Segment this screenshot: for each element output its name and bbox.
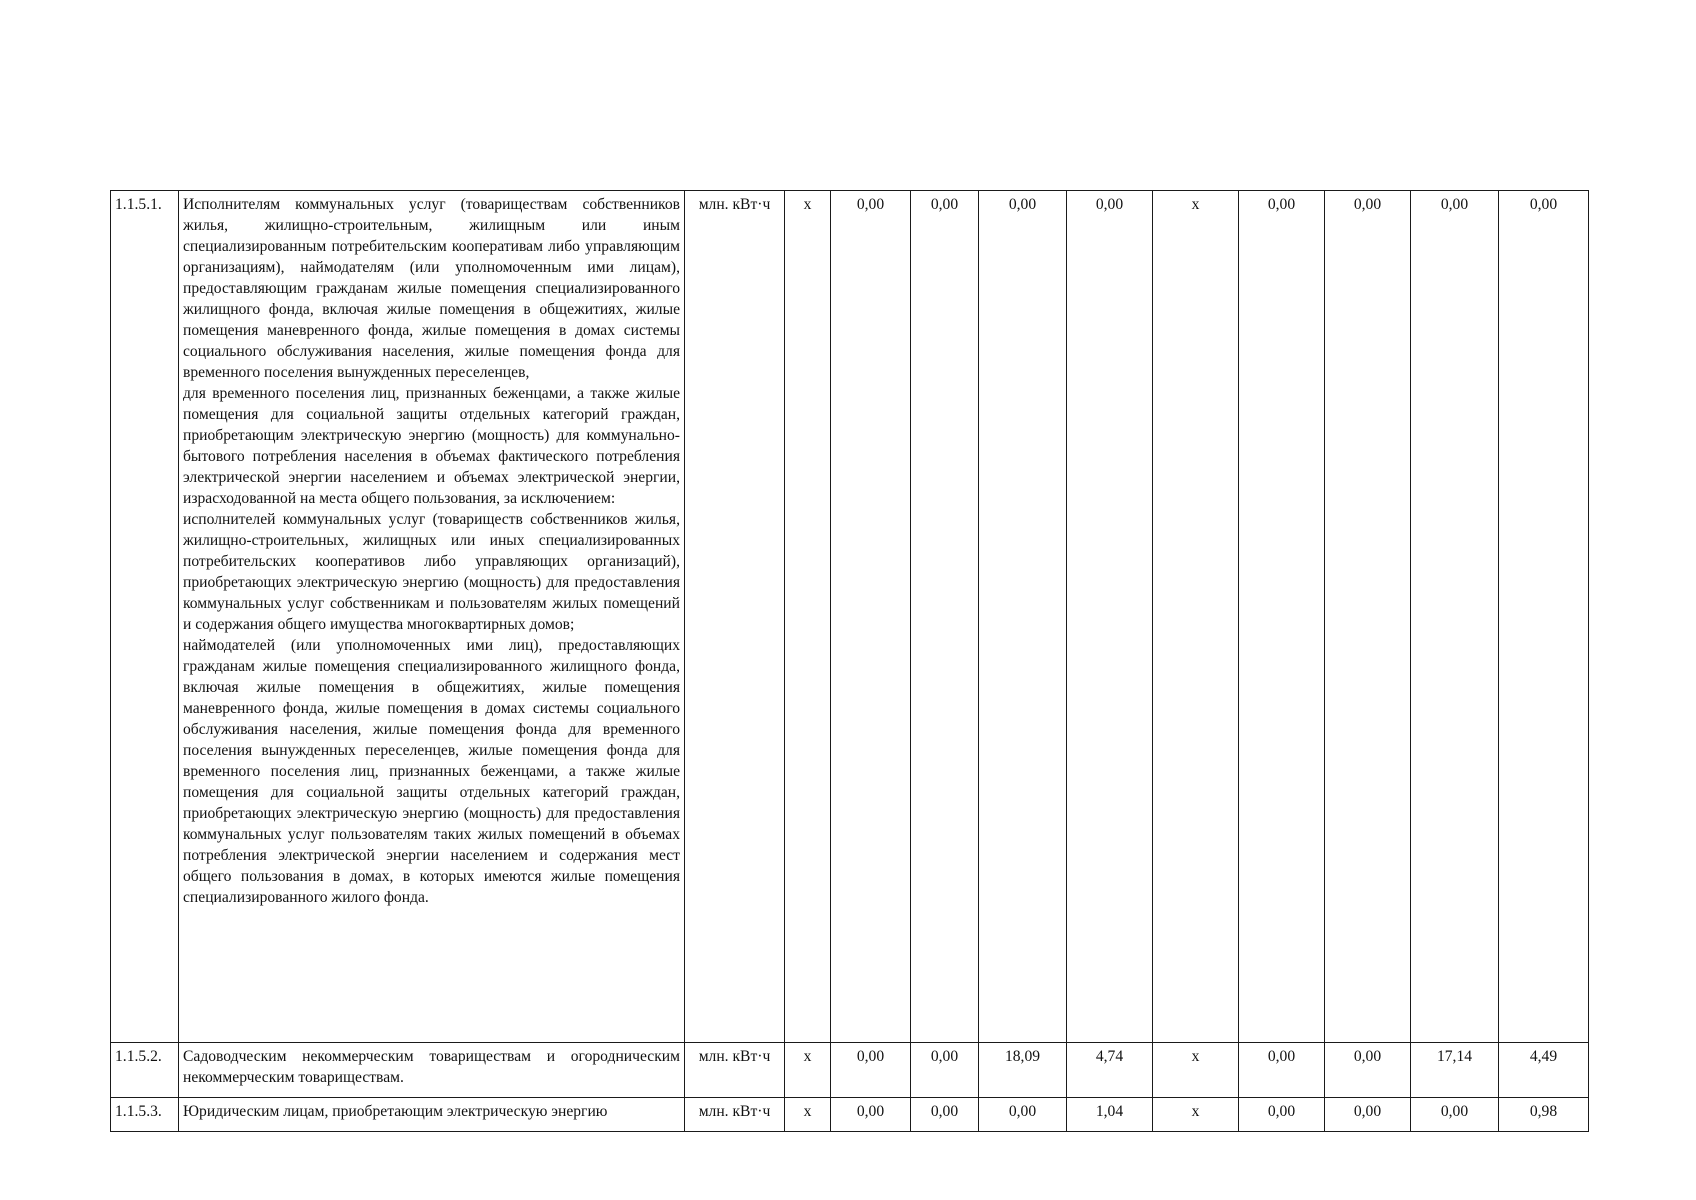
table-row [111,1043,1589,1098]
unit-cell: млн. кВт·ч [685,1098,785,1132]
value-cell: 0,00 [1239,191,1325,1043]
value-cell: 0,00 [1325,1098,1411,1132]
value-cell: 0,00 [979,191,1067,1043]
value-cell: x [785,1043,831,1098]
description-paragraph: для временного поселения лиц, признанных беженцами, а также жилые помещения для социальной защиты отдельных категорий граждан, приобретающим электрическую энергию (мощность) для коммунально-бытового потребления населения в объемах фактического потребления электрической энергии населением и объемах электрической энергии, израсходованной на места общего пользования, за исключением: [183,385,680,507]
value-cell: 0,00 [1411,1098,1499,1132]
row-description [179,191,685,1043]
value-cell: 0,00 [1239,1098,1325,1132]
value-cell: x [1153,1043,1239,1098]
description-paragraph: Исполнителям коммунальных услуг (товариществам собственников жилья, жилищно-строительным, жилищным или иным специализированным потребительским кооперативам либо управляющим организациям), наймодателям (или уполномоченным ими лицам), предоставляющим гражданам жилые помещения специализированного жилищного фонда, включая жилые помещения в общежитиях, жилые помещения маневренного фонда, жилые помещения в домах системы социального обслуживания населения, жилые помещения фонда для временного поселения вынужденных переселенцев, [183,196,680,381]
row-number: 1.1.5.1. [111,191,179,1043]
value-cell: 17,14 [1411,1043,1499,1098]
value-cell: x [785,1098,831,1132]
table-row [111,191,1589,1043]
value-cell: 4,74 [1067,1043,1153,1098]
value-cell: 0,00 [911,1043,979,1098]
value-cell: 0,00 [831,1098,911,1132]
description-paragraph: Садоводческим некоммерческим товариществам и огородническим некоммерческим товариществам. [183,1048,680,1086]
value-cell: 0,00 [979,1098,1067,1132]
value-cell: x [785,191,831,1043]
value-cell: 0,00 [1499,191,1589,1043]
row-number: 1.1.5.3. [111,1098,179,1132]
row-description [179,1043,685,1098]
unit-cell: млн. кВт·ч [685,1043,785,1098]
value-cell: 0,00 [911,1098,979,1132]
value-cell: 0,00 [1325,191,1411,1043]
unit-cell: млн. кВт·ч [685,191,785,1043]
value-cell: 0,00 [831,191,911,1043]
value-cell: 0,00 [1067,191,1153,1043]
description-paragraph: Юридическим лицам, приобретающим электрическую энергию [183,1103,608,1120]
value-cell: 0,00 [1239,1043,1325,1098]
value-cell: 0,00 [1411,191,1499,1043]
tariff-volume-table [110,190,1589,1132]
description-paragraph: наймодателей (или уполномоченных ими лиц), предоставляющих гражданам жилые помещения специализированного жилищного фонда, включая жилые помещения в общежитиях, жилые помещения маневренного фонда, жилые помещения в домах системы социального обслуживания населения, жилые помещения фонда для временного поселения вынужденных переселенцев, жилые помещения фонда для временного поселения лиц, признанных беженцами, а также жилые помещения для социальной защиты отдельных категорий граждан, приобретающих электрическую энергию (мощность) для предоставления коммунальных услуг пользователям таких жилых помещений в объемах потребления электрической энергии населением и содержания мест общего пользования в домах, в которых имеются жилые помещения специализированного жилого фонда. [183,637,680,906]
value-cell: x [1153,1098,1239,1132]
row-description [179,1098,685,1132]
value-cell: 0,00 [911,191,979,1043]
row-number: 1.1.5.2. [111,1043,179,1098]
value-cell: 0,00 [1325,1043,1411,1098]
value-cell: 0,00 [831,1043,911,1098]
table-row [111,1098,1589,1132]
description-paragraph: исполнителей коммунальных услуг (товариществ собственников жилья, жилищно-строительных, жилищных или иных специализированных потребительских кооперативов либо управляющих организаций), приобретающих электрическую энергию (мощность) для предоставления коммунальных услуг собственникам и пользователям жилых помещений и содержания общего имущества многоквартирных домов; [183,511,680,633]
value-cell: 0,98 [1499,1098,1589,1132]
value-cell: 18,09 [979,1043,1067,1098]
value-cell: 1,04 [1067,1098,1153,1132]
value-cell: x [1153,191,1239,1043]
value-cell: 4,49 [1499,1043,1589,1098]
